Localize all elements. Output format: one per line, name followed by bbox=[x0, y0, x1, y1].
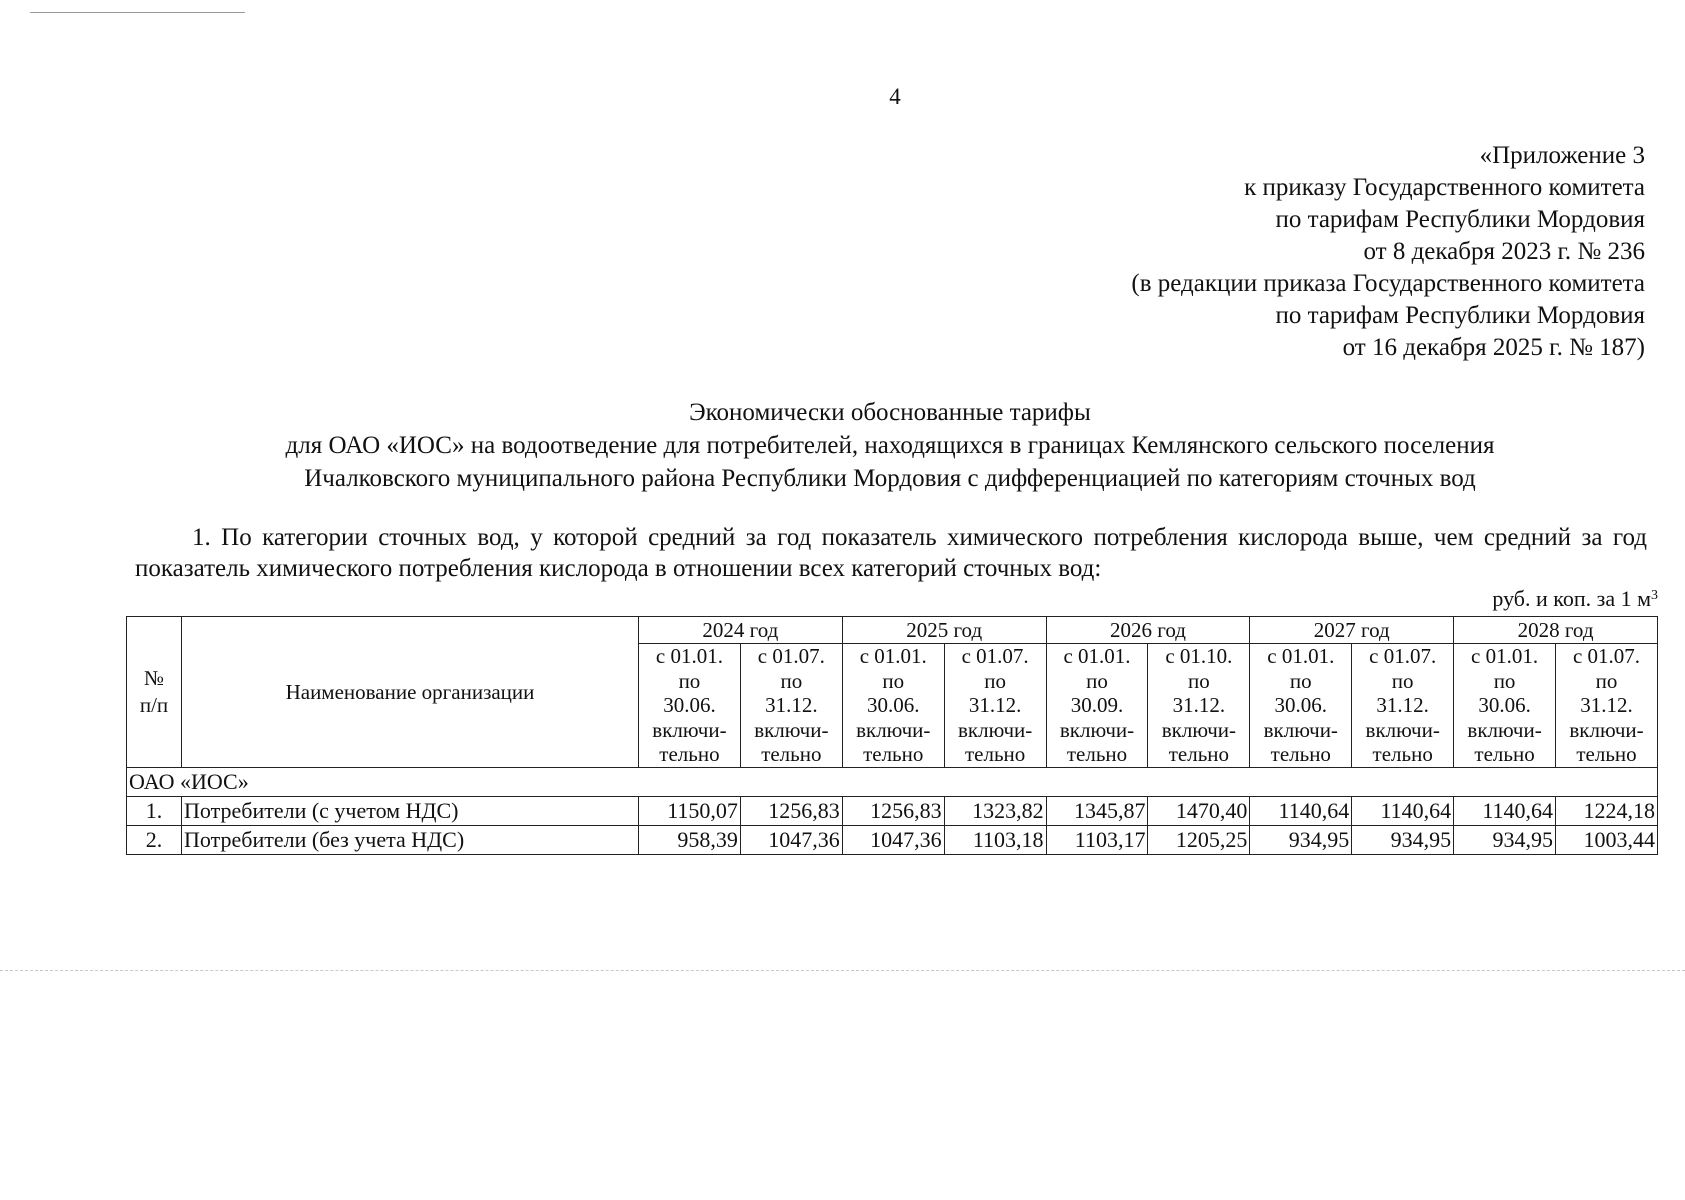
page-number: 4 bbox=[889, 84, 901, 109]
period-line: по bbox=[882, 668, 905, 693]
approval-line: «Приложение 3 bbox=[1479, 142, 1645, 169]
approval-line: от 8 декабря 2023 г. № 236 bbox=[1363, 238, 1645, 265]
table-row bbox=[127, 797, 1658, 826]
header-period bbox=[842, 644, 944, 768]
header-period bbox=[1556, 644, 1658, 768]
document-title bbox=[0, 396, 1685, 495]
period-line: тельно bbox=[659, 742, 720, 767]
period-line: включи- bbox=[1263, 717, 1338, 742]
period-line: тельно bbox=[964, 742, 1026, 767]
tariff-value: 1150,07 bbox=[639, 797, 741, 826]
period-line: 30.06. bbox=[1478, 693, 1531, 718]
period-line: тельно bbox=[1270, 742, 1331, 767]
period-line: включи- bbox=[652, 717, 727, 742]
period-line: включи- bbox=[1467, 717, 1542, 742]
period-line: тельно bbox=[1576, 742, 1637, 767]
header-period bbox=[740, 644, 842, 768]
header-year: 2025 год bbox=[842, 617, 1046, 644]
units-text: руб. и коп. за 1 м bbox=[1492, 586, 1651, 611]
period-line: 30.06. bbox=[663, 693, 716, 718]
tariff-value: 1345,87 bbox=[1046, 797, 1148, 826]
header-period bbox=[1250, 644, 1352, 768]
scan-artifact-line bbox=[0, 970, 1685, 971]
approval-line: от 16 декабря 2025 г. № 187) bbox=[1342, 334, 1645, 361]
period-line: 31.12. bbox=[1376, 693, 1429, 718]
table-row bbox=[127, 826, 1658, 855]
period-line: по bbox=[1493, 668, 1516, 693]
period-line: с 01.10. bbox=[1165, 644, 1233, 669]
tariff-value: 1256,83 bbox=[842, 797, 944, 826]
approval-block bbox=[1131, 140, 1645, 364]
tariff-value: 1047,36 bbox=[842, 826, 944, 855]
period-line: по bbox=[984, 668, 1006, 693]
tariff-value: 1470,40 bbox=[1148, 797, 1250, 826]
period-line: тельно bbox=[1372, 742, 1433, 767]
row-name: Потребители (с учетом НДС) bbox=[182, 797, 639, 826]
period-line: включи- bbox=[1569, 717, 1644, 742]
period-line: по bbox=[1188, 668, 1210, 693]
header-year: 2024 год bbox=[639, 617, 843, 644]
period-line: с 01.07. bbox=[757, 644, 825, 669]
tariff-value: 934,95 bbox=[1454, 826, 1556, 855]
tariff-value: 1003,44 bbox=[1556, 826, 1658, 855]
header-number-line: № bbox=[143, 666, 165, 690]
group-organization: ОАО «ИОС» bbox=[127, 768, 1658, 797]
title-line: для ОАО «ИОС» на водоотведение для потребителей, находящихся в границах Кемлянского сельского поселения bbox=[285, 432, 1495, 459]
tariff-value: 1224,18 bbox=[1556, 797, 1658, 826]
tariff-value: 1140,64 bbox=[1454, 797, 1556, 826]
header-number-line: п/п bbox=[139, 693, 169, 717]
units-label bbox=[1492, 586, 1658, 612]
period-line: по bbox=[1595, 668, 1618, 693]
scan-artifact-line bbox=[30, 12, 245, 13]
header-number bbox=[127, 617, 182, 768]
tariff-value: 958,39 bbox=[639, 826, 741, 855]
tariff-value: 1140,64 bbox=[1250, 797, 1352, 826]
header-period bbox=[639, 644, 741, 768]
tariff-value: 934,95 bbox=[1250, 826, 1352, 855]
period-line: 31.12. bbox=[1172, 693, 1226, 718]
period-line: по bbox=[1391, 668, 1414, 693]
period-line: 31.12. bbox=[1580, 693, 1633, 718]
period-line: тельно bbox=[863, 742, 924, 767]
period-line: 30.06. bbox=[866, 693, 920, 718]
period-line: включи- bbox=[1161, 717, 1237, 742]
period-line: включи- bbox=[957, 717, 1033, 742]
period-line: включи- bbox=[1059, 717, 1135, 742]
tariff-value: 1103,18 bbox=[944, 826, 1046, 855]
period-line: тельно bbox=[1474, 742, 1535, 767]
header-year: 2026 год bbox=[1046, 617, 1250, 644]
title-line: Экономически обоснованные тарифы bbox=[689, 399, 1091, 426]
period-line: тельно bbox=[1066, 742, 1128, 767]
tariff-value: 934,95 bbox=[1352, 826, 1454, 855]
period-line: 31.12. bbox=[765, 693, 818, 718]
tariff-value: 1140,64 bbox=[1352, 797, 1454, 826]
row-name: Потребители (без учета НДС) bbox=[182, 826, 639, 855]
table-group-row bbox=[127, 768, 1658, 797]
row-number: 1. bbox=[127, 797, 182, 826]
header-year: 2028 год bbox=[1454, 617, 1658, 644]
period-line: по bbox=[1086, 668, 1108, 693]
header-period bbox=[1046, 644, 1148, 768]
period-line: с 01.01. bbox=[1063, 644, 1131, 669]
header-period bbox=[1454, 644, 1556, 768]
tariff-value: 1256,83 bbox=[740, 797, 842, 826]
header-period bbox=[944, 644, 1046, 768]
period-line: 31.12. bbox=[968, 693, 1022, 718]
title-line: Ичалковского муниципального района Республики Мордовия с дифференциацией по категориям сточных вод bbox=[304, 465, 1476, 492]
period-line: с 01.07. bbox=[961, 644, 1029, 669]
tariff-table bbox=[126, 616, 1658, 855]
header-period bbox=[1352, 644, 1454, 768]
tariff-value: 1323,82 bbox=[944, 797, 1046, 826]
period-line: с 01.07. bbox=[1572, 644, 1641, 669]
tariff-value: 1103,17 bbox=[1046, 826, 1148, 855]
period-line: с 01.01. bbox=[1471, 644, 1539, 669]
tariff-value: 1047,36 bbox=[740, 826, 842, 855]
period-line: тельно bbox=[1168, 742, 1230, 767]
approval-line: (в редакции приказа Государственного комитета bbox=[1131, 270, 1645, 297]
intro-paragraph bbox=[135, 522, 1647, 584]
period-line: с 01.01. bbox=[655, 644, 723, 669]
period-line: по bbox=[678, 668, 701, 693]
period-line: 30.06. bbox=[1274, 693, 1328, 718]
period-line: с 01.07. bbox=[1369, 644, 1437, 669]
approval-line: по тарифам Республики Мордовия bbox=[1275, 206, 1645, 233]
period-line: 30.09. bbox=[1070, 693, 1124, 718]
header-organization-name: Наименование организации bbox=[182, 617, 639, 768]
approval-line: по тарифам Республики Мордовия bbox=[1275, 302, 1645, 329]
period-line: с 01.01. bbox=[1267, 644, 1335, 669]
approval-line: к приказу Государственного комитета bbox=[1244, 174, 1645, 201]
period-line: тельно bbox=[761, 742, 822, 767]
period-line: по bbox=[1289, 668, 1312, 693]
table-header-row-years bbox=[127, 617, 1658, 644]
tariff-value: 1205,25 bbox=[1148, 826, 1250, 855]
period-line: включи- bbox=[1365, 717, 1440, 742]
period-line: включи- bbox=[754, 717, 829, 742]
header-period bbox=[1148, 644, 1250, 768]
period-line: с 01.01. bbox=[859, 644, 927, 669]
period-line: включи- bbox=[856, 717, 931, 742]
intro-text: 1. По категории сточных вод, у которой средний за год показатель химического потребления кислорода выше, чем средний за год показатель химического потребления кислорода в отношении всех категорий сточных вод: bbox=[135, 524, 1647, 582]
row-number: 2. bbox=[127, 826, 182, 855]
units-superscript: 3 bbox=[1651, 588, 1658, 603]
period-line: по bbox=[780, 668, 803, 693]
header-year: 2027 год bbox=[1250, 617, 1454, 644]
